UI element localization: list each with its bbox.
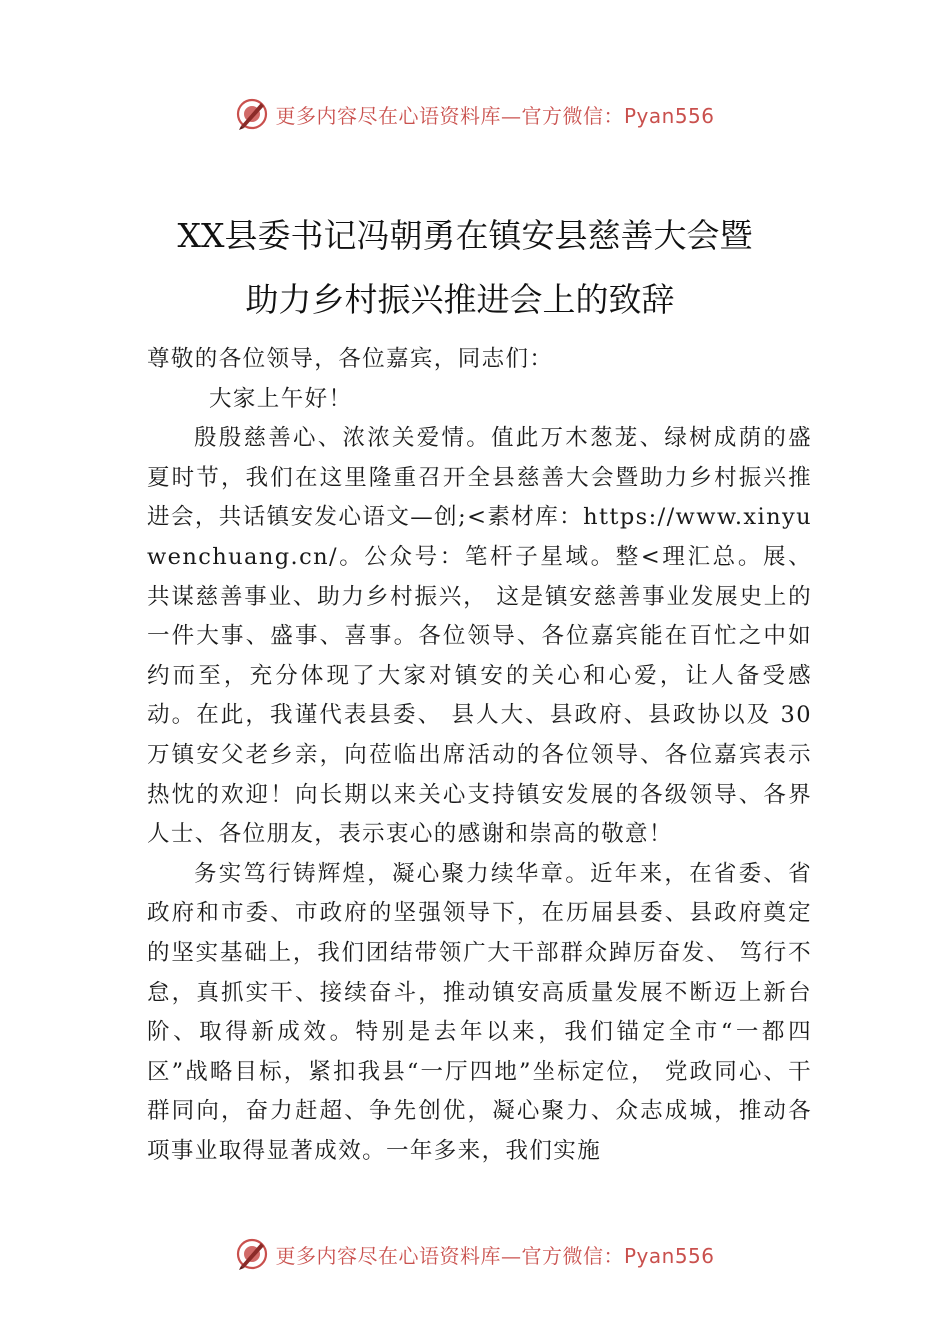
footer-watermark-banner — [0, 1232, 950, 1276]
pen-circle-logo-icon — [235, 1237, 269, 1271]
banner-text: 更多内容尽在心语资料库—官方微信：Pyan556 — [275, 1243, 715, 1268]
pen-circle-logo-icon — [235, 97, 269, 131]
paragraph-1: 殷殷慈善心、浓浓关爱情。值此万木葱茏、绿树成荫的盛夏时节，我们在这里隆重召开全县慈善大会暨助力乡村振兴推进会，共话镇安发心语文—创;<素材库：https://www.xinyuwenchuang.cn/。公众号：笔杆子星域。整<理汇总。展、共谋慈善事业、助力乡村振兴， 这是镇安慈善事业发展史上的一件大事、盛事、喜事。各位领导、各位嘉宾能在百忙之中如约而至，充分体现了大家对镇安的关心和心爱，让人备受感动。在此，我谨代表县委、 县人大、县政府、县政协以及 30 万镇安父老乡亲，向莅临出席活动的各位领导、各位嘉宾表示热忱的欢迎！向长期以来关心支持镇安发展的各级领导、各界人士、各位朋友，表示衷心的感谢和崇高的敬意！ — [147, 425, 812, 848]
banner-text: 更多内容尽在心语资料库—官方微信：Pyan556 — [275, 103, 715, 128]
document-title — [0, 204, 950, 332]
document-body — [147, 340, 812, 1171]
greeting: 大家上午好！ — [209, 385, 353, 412]
paragraph-2: 务实笃行铸辉煌，凝心聚力续华章。近年来，在省委、省政府和市委、市政府的坚强领导下，在历届县委、县政府奠定的坚实基础上，我们团结带领广大干部群众踔厉奋发、 笃行不怠，真抓实干、接续奋斗，推动镇安高质量发展不断迈上新台阶、取得新成效。特别是去年以来，我们锚定全市“一都四区”战略目标，紧扣我县“一厅四地”坐标定位， 党政同心、干群同向，奋力赶超、争先创优，凝心聚力、众志成城，推动各项事业取得显著成效。一年多来，我们实施 — [147, 860, 812, 1164]
header-watermark-banner — [0, 92, 950, 136]
title-line-1: XX县委书记冯朝勇在镇安县慈善大会暨 — [177, 216, 753, 256]
wechat-id: Pyan556 — [623, 103, 715, 128]
salutation: 尊敬的各位领导，各位嘉宾，同志们： — [147, 346, 554, 372]
title-line-2: 助力乡村振兴推进会上的致辞 — [245, 280, 675, 320]
wechat-id: Pyan556 — [623, 1243, 715, 1268]
